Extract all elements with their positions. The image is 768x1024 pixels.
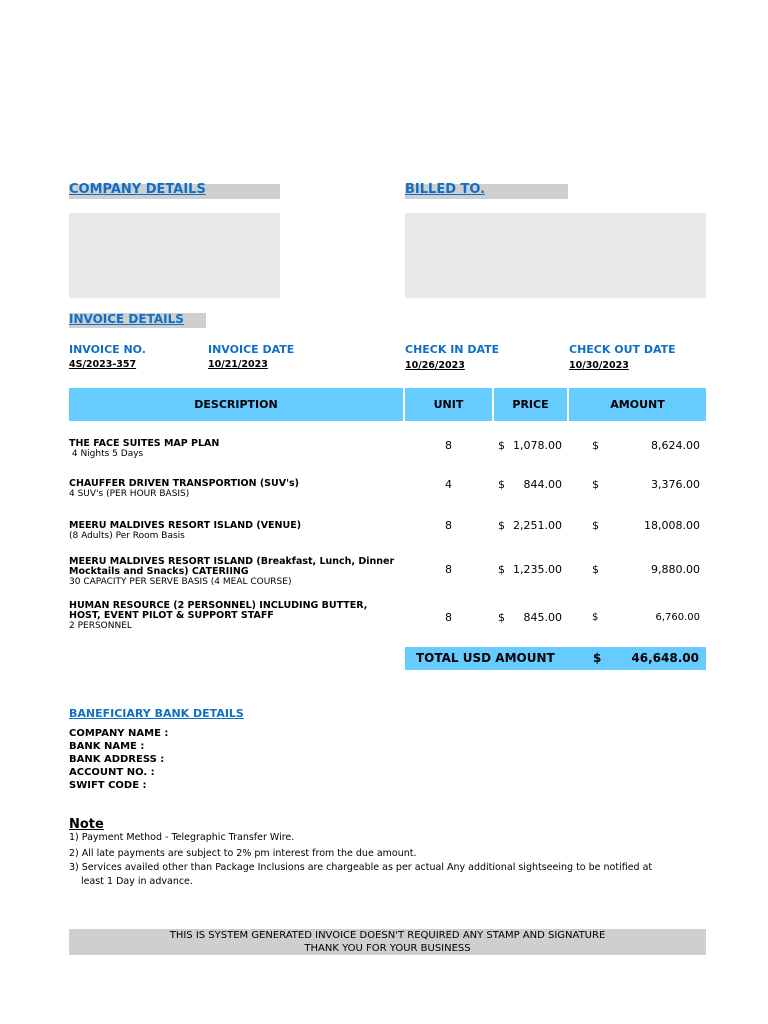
bank-swift-code: SWIFT CODE : — [69, 780, 147, 791]
item-title: HUMAN RESOURCE (2 PERSONNEL) INCLUDING BUTTER, HOST, EVENT PILOT & SUPPORT STAFF — [69, 600, 368, 621]
amount-currency: $ — [592, 439, 599, 452]
header-price: PRICE — [494, 388, 567, 421]
item-subtitle: 4 SUV's (PER HOUR BASIS) — [69, 489, 190, 499]
item-title: THE FACE SUITES MAP PLAN — [69, 438, 220, 449]
bank-name: BANK NAME : — [69, 741, 145, 752]
item-unit: 8 — [445, 563, 452, 576]
check-out-label: CHECK OUT DATE — [569, 343, 676, 356]
price-currency: $ — [498, 611, 505, 624]
item-unit: 8 — [445, 611, 452, 624]
check-in-label: CHECK IN DATE — [405, 343, 500, 356]
bank-details-list — [69, 727, 168, 792]
invoice-date-label: INVOICE DATE — [208, 343, 295, 356]
item-price: 845.00 — [523, 611, 562, 624]
total-label: TOTAL USD AMOUNT — [416, 651, 555, 665]
table-row — [69, 521, 399, 542]
header-description: DESCRIPTION — [69, 388, 403, 421]
item-subtitle: 2 PERSONNEL — [69, 621, 132, 631]
item-subtitle: 4 Nights 5 Days — [69, 449, 144, 459]
amount-currency: $ — [592, 478, 599, 491]
price-currency: $ — [498, 519, 505, 532]
amount-currency: $ — [592, 612, 599, 623]
item-amount: 8,624.00 — [651, 439, 700, 452]
item-price: 844.00 — [523, 478, 562, 491]
bank-address: BANK ADDRESS : — [69, 754, 165, 765]
item-unit: 8 — [445, 439, 452, 452]
price-currency: $ — [498, 478, 505, 491]
invoice-no-label: INVOICE NO. — [69, 343, 146, 356]
footer-line-1: THIS IS SYSTEM GENERATED INVOICE DOESN'T REQUIRED ANY STAMP AND SIGNATURE — [169, 930, 606, 941]
note-line-3: 3) Services availed other than Package Inclusions are chargeable as per actual Any additional sightseeing to be notified at — [69, 862, 653, 873]
invoice-details-title: INVOICE DETAILS — [69, 312, 184, 326]
invoice-date-value: 10/21/2023 — [208, 359, 268, 370]
header-amount: AMOUNT — [569, 388, 706, 421]
item-price: 1,078.00 — [513, 439, 562, 452]
item-amount: 18,008.00 — [644, 519, 700, 532]
company-details-box — [69, 213, 280, 298]
table-row — [69, 601, 369, 632]
bank-account-no: ACCOUNT NO. : — [69, 767, 155, 778]
company-details-title: COMPANY DETAILS — [69, 182, 206, 197]
total-value: 46,648.00 — [631, 651, 699, 665]
note-line-2: 2) All late payments are subject to 2% pm interest from the due amount. — [69, 848, 417, 859]
amount-currency: $ — [592, 519, 599, 532]
item-subtitle: 30 CAPACITY PER SERVE BASIS (4 MEAL COURSE) — [69, 577, 292, 587]
note-line-1: 1) Payment Method - Telegraphic Transfer Wire. — [69, 832, 295, 843]
item-price: 2,251.00 — [513, 519, 562, 532]
bank-details-title: BANEFICIARY BANK DETAILS — [69, 707, 244, 720]
check-in-value: 10/26/2023 — [405, 360, 465, 371]
footer-banner — [69, 929, 706, 955]
billed-to-title: BILLED TO. — [405, 182, 486, 197]
table-row — [69, 557, 399, 588]
item-subtitle: (8 Adults) Per Room Basis — [69, 531, 185, 541]
header-unit: UNIT — [405, 388, 492, 421]
amount-currency: $ — [592, 563, 599, 576]
check-out-value: 10/30/2023 — [569, 360, 629, 371]
item-unit: 8 — [445, 519, 452, 532]
item-price: 1,235.00 — [513, 563, 562, 576]
table-row — [69, 479, 399, 500]
total-currency: $ — [593, 651, 602, 665]
price-currency: $ — [498, 439, 505, 452]
item-title: CHAUFFER DRIVEN TRANSPORTION (SUV's) — [69, 478, 299, 489]
item-unit: 4 — [445, 478, 452, 491]
table-row — [69, 439, 399, 460]
billed-to-box — [405, 213, 706, 298]
price-currency: $ — [498, 563, 505, 576]
note-title: Note — [69, 817, 104, 832]
item-amount: 3,376.00 — [651, 478, 700, 491]
item-title: MEERU MALDIVES RESORT ISLAND (Breakfast, Lunch, Dinner Mocktails and Snacks) CATERIING — [69, 556, 395, 577]
note-line-3-cont: least 1 Day in advance. — [81, 876, 193, 887]
item-title: MEERU MALDIVES RESORT ISLAND (VENUE) — [69, 520, 302, 531]
bank-company-name: COMPANY NAME : — [69, 728, 169, 739]
item-amount: 6,760.00 — [655, 612, 700, 623]
item-amount: 9,880.00 — [651, 563, 700, 576]
footer-line-2: THANK YOU FOR YOUR BUSINESS — [304, 943, 471, 954]
invoice-no-value: 4S/2023-357 — [69, 359, 137, 370]
